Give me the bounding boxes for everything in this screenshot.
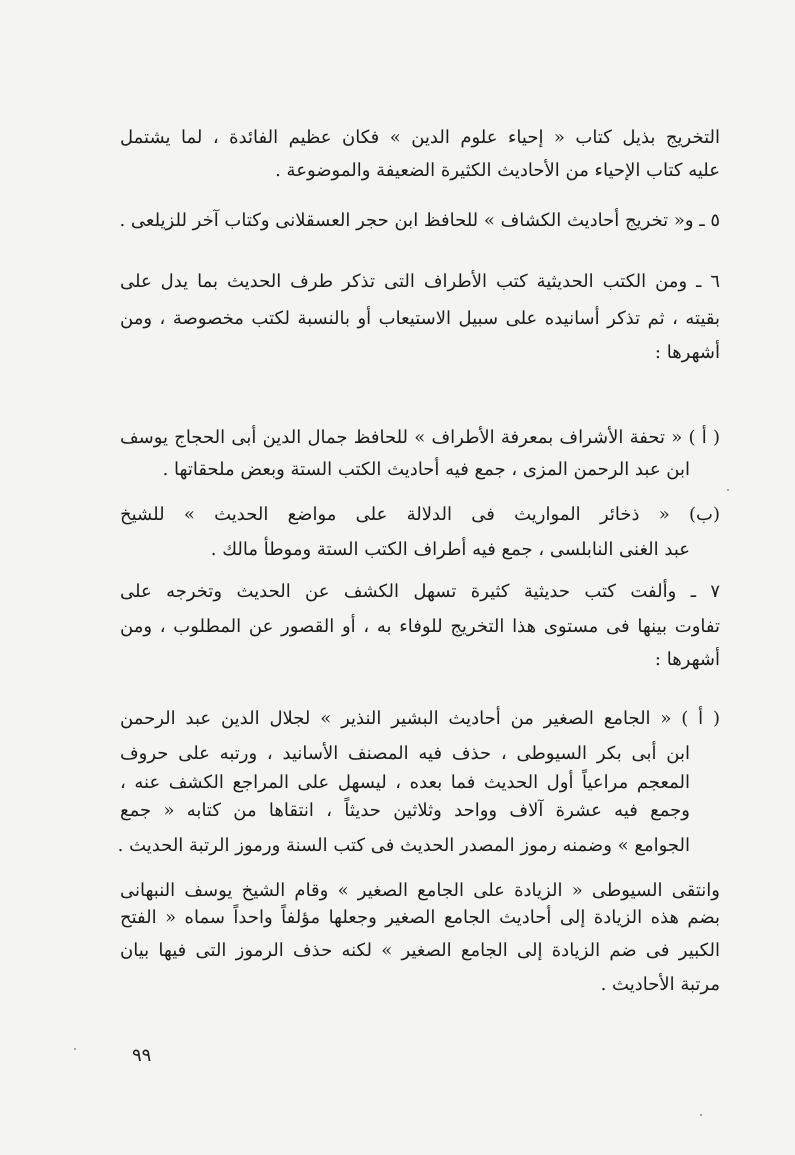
paper-speck bbox=[727, 489, 729, 491]
paper-speck bbox=[74, 1048, 76, 1050]
text-line: عبد الغنى النابلسى ، جمع فيه أطراف الكتب الستة وموطأ مالك . bbox=[210, 539, 690, 560]
text-line: عليه كتاب الإحياء من الأحاديث الكثيرة الضعيفة والموضوعة . bbox=[275, 160, 720, 181]
text-line: ٥ ـ و« تخريج أحاديث الكشاف » للحافظ ابن حجر العسقلانى وكتاب آخر للزيلعى . bbox=[119, 210, 720, 231]
text-line: ابن عبد الرحمن المزى ، جمع فيه أحاديث الكتب الستة وبعض ملحقاتها . bbox=[162, 459, 690, 480]
text-line: التخريج بذيل كتاب « إحياء علوم الدين » فكان عظيم الفائدة ، لما يشتمل bbox=[120, 127, 720, 148]
text-line: ٧ ـ وألفت كتب حديثية كثيرة تسهل الكشف عن الحديث وتخرجه على bbox=[120, 581, 720, 602]
text-line: بقيته ، ثم تذكر أسانيده على سبيل الاستيعاب أو بالنسبة لكتب مخصوصة ، ومن bbox=[120, 308, 721, 329]
text-line: الجوامع » وضمنه رموز المصدر الحديث فى كتب السنة ورموز الرتبة الحديث . bbox=[117, 835, 690, 856]
text-line: ابن أبى بكر السيوطى ، حذف فيه المصنف الأسانيد ، ورتبه على حروف bbox=[120, 743, 690, 764]
text-line: وانتقى السيوطى « الزيادة على الجامع الصغير » وقام الشيخ يوسف النبهانى bbox=[120, 880, 720, 901]
text-line: ( أ ) « تحفة الأشراف بمعرفة الأطراف » للحافظ جمال الدين أبى الحجاج يوسف bbox=[120, 427, 720, 448]
text-line: (ب) « ذخائر المواريث فى الدلالة على مواضع الحديث » للشيخ bbox=[120, 504, 720, 525]
text-line: تفاوت بينها فى مستوى هذا التخريج للوفاء به ، أو القصور عن المطلوب ، ومن bbox=[120, 616, 720, 637]
text-line: أشهرها : bbox=[654, 342, 720, 363]
paper-speck bbox=[700, 1114, 702, 1116]
page-number: ٩٩ bbox=[132, 1045, 152, 1066]
text-line: ( أ ) « الجامع الصغير من أحاديث البشير النذير » لجلال الدين عبد الرحمن bbox=[120, 708, 720, 729]
text-line: أشهرها : bbox=[654, 649, 720, 670]
text-line: بضم هذه الزيادة إلى أحاديث الجامع الصغير وجعلها مؤلفاً واحداً سماه « الفتح bbox=[120, 907, 720, 928]
text-line: مرتبة الأحاديث . bbox=[600, 974, 720, 995]
text-line: المعجم مراعياً أول الحديث فما بعده ، ليسهل على المراجع الكشف عنه ، bbox=[120, 772, 690, 793]
text-line: الكبير فى ضم الزيادة إلى الجامع الصغير » لكنه حذف الرموز التى فيها بيان bbox=[120, 940, 720, 961]
text-line: ٦ ـ ومن الكتب الحديثية كتب الأطراف التى تذكر طرف الحديث بما يدل على bbox=[120, 271, 720, 292]
text-line: وجمع فيه عشرة آلاف وواحد وثلاثين حديثاً ، انتقاها من كتابه « جمع bbox=[120, 800, 690, 821]
